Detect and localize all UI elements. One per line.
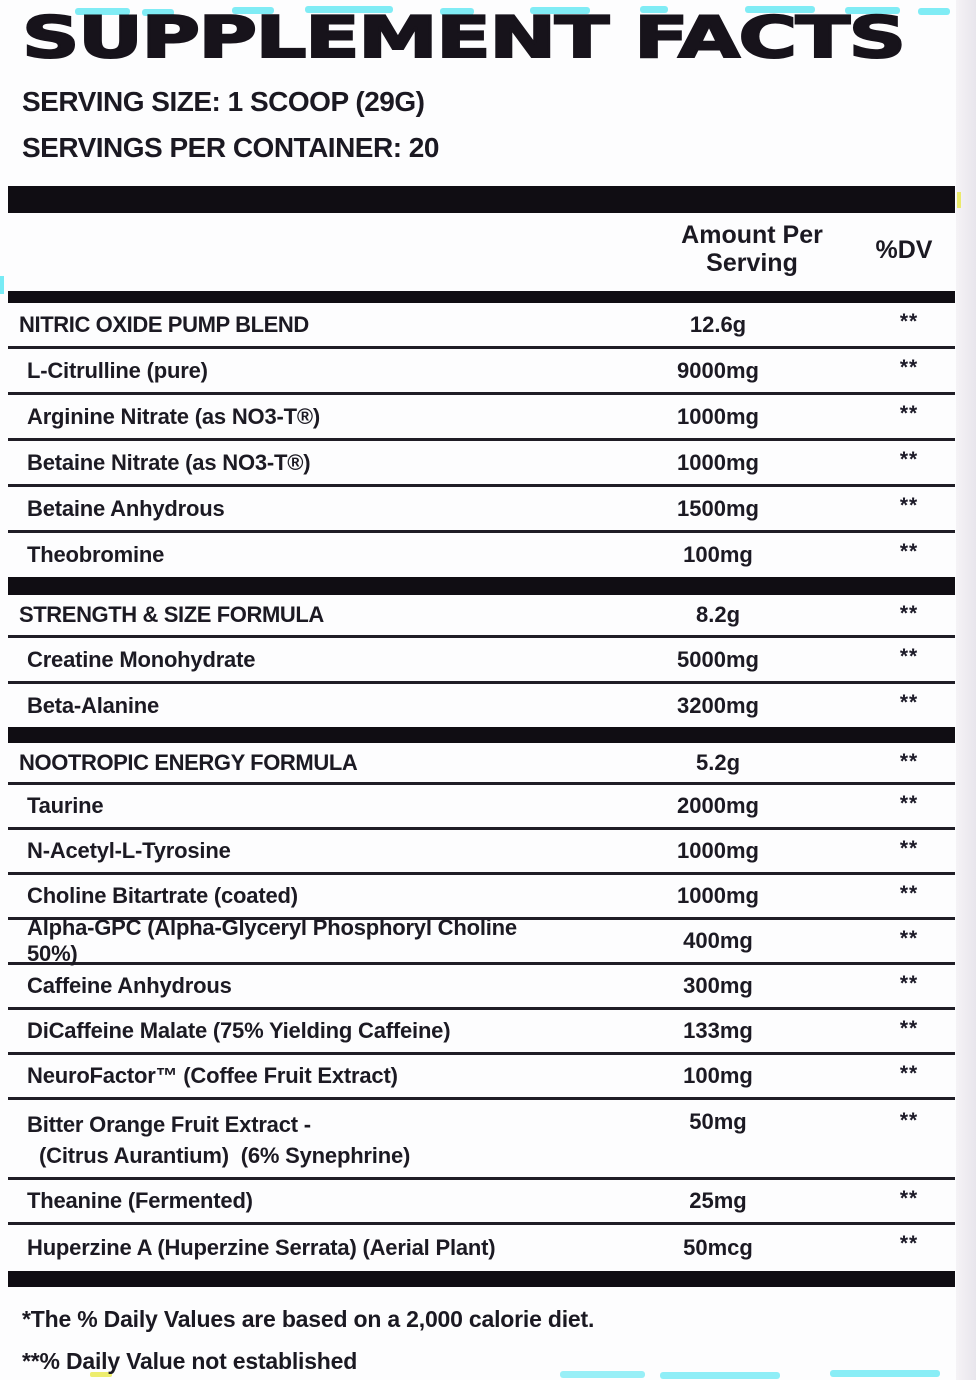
amount-value: 100mg (683, 542, 753, 567)
amount-value: 1000mg (677, 838, 759, 863)
amount-value: 9000mg (677, 357, 759, 383)
servings-per-container-label: SERVINGS PER CONTAINER: 20 (22, 132, 439, 163)
table-row (8, 487, 955, 533)
amount-value: 8.2g (695, 602, 741, 627)
amount-value: 1000mg (677, 449, 759, 475)
table-row (8, 638, 955, 684)
amount-value: 1000mg (677, 403, 759, 429)
amount-value: 25mg (689, 1188, 747, 1213)
ingredient-name: DiCaffeine Malate (75% Yielding Caffeine) (27, 1018, 451, 1043)
page-title: SUPPLEMENT FACTS (22, 5, 905, 71)
table-row (8, 1225, 955, 1271)
dv-stars: ** (899, 645, 919, 668)
dv-stars: ** (899, 1187, 919, 1210)
table-row (8, 1100, 955, 1180)
scan-artifact (0, 276, 4, 294)
amount-value: 300mg (683, 973, 753, 998)
ingredient-name-line1: Bitter Orange Fruit Extract - (27, 1112, 311, 1137)
table-row (8, 965, 955, 1010)
dv-stars: ** (899, 691, 919, 714)
divider-bar (8, 186, 955, 213)
serving-size-label: SERVING SIZE: 1 SCOOP (29G) (22, 86, 425, 117)
scan-artifact (560, 1371, 645, 1378)
dv-stars: ** (899, 837, 919, 860)
ingredient-name: Creatine Monohydrate (27, 646, 256, 672)
table-row-blend-header (8, 743, 955, 785)
ingredient-name: L-Citrulline (pure) (27, 357, 208, 383)
ingredient-name: NOOTROPIC ENERGY FORMULA (19, 749, 358, 775)
ingredient-name: Alpha-GPC (Alpha-Glyceryl Phosphoryl Choline 50%) (27, 915, 517, 966)
dv-stars: ** (899, 356, 919, 379)
ingredient-name: Theanine (Fermented) (27, 1188, 253, 1213)
divider-bar (8, 291, 955, 303)
scan-artifact (957, 192, 961, 208)
ingredient-name: Choline Bitartrate (coated) (27, 883, 298, 908)
amount-value: 1500mg (677, 495, 759, 521)
ingredient-name: Betaine Anhydrous (27, 495, 225, 521)
table-row (8, 684, 955, 727)
scan-artifact (918, 8, 950, 15)
ingredient-name: STRENGTH & SIZE FORMULA (19, 602, 324, 627)
table-row (8, 1010, 955, 1055)
dv-stars: ** (899, 1232, 919, 1255)
amount-value: 100mg (683, 1063, 753, 1088)
table-row (8, 785, 955, 830)
dv-stars: ** (899, 927, 919, 950)
amount-value: 1000mg (677, 883, 759, 908)
table-row (8, 915, 955, 966)
dv-stars: ** (899, 792, 919, 815)
amount-value: 50mcg (683, 1235, 753, 1260)
ingredient-name-line2: (Citrus Aurantium) (6% Synephrine) (39, 1143, 411, 1168)
footnote-daily-values: *The % Daily Values are based on a 2,000 calorie diet. (22, 1306, 595, 1332)
table-row (8, 395, 955, 441)
dv-stars: ** (899, 882, 919, 905)
dv-stars: ** (899, 1017, 919, 1040)
divider-bar (8, 727, 955, 743)
dv-stars: ** (899, 1062, 919, 1085)
dv-stars: ** (899, 448, 919, 471)
ingredient-name: Theobromine (27, 542, 165, 567)
dv-stars: ** (899, 602, 919, 625)
divider-bar (8, 577, 955, 595)
amount-value: 5.2g (695, 749, 741, 775)
dv-stars: ** (899, 310, 919, 333)
table-row (8, 875, 955, 920)
amount-value: 133mg (683, 1018, 753, 1043)
ingredients-table (8, 291, 955, 1287)
amount-value: 3200mg (677, 692, 759, 718)
column-header-amount (607, 221, 897, 277)
ingredient-name: Caffeine Anhydrous (27, 973, 232, 998)
amount-value: 12.6g (689, 311, 747, 337)
column-header-amount-line1: Amount Per (681, 221, 823, 249)
ingredient-name: NITRIC OXIDE PUMP BLEND (19, 311, 309, 337)
table-row (8, 830, 955, 875)
amount-value: 400mg (683, 928, 753, 953)
scan-artifact (660, 1372, 780, 1379)
table-row (8, 1055, 955, 1100)
dv-stars: ** (899, 972, 919, 995)
ingredient-name: Betaine Nitrate (as NO3-T®) (27, 449, 311, 475)
column-header-dv: %DV (875, 236, 933, 264)
table-row (8, 1180, 955, 1225)
amount-value: 50mg (689, 1109, 747, 1134)
ingredient-name: Beta-Alanine (27, 692, 160, 718)
footnote-dv-not-established: **% Daily Value not established (22, 1348, 358, 1374)
ingredient-name: N-Acetyl-L-Tyrosine (27, 838, 231, 863)
dv-stars: ** (899, 750, 919, 773)
dv-stars: ** (899, 402, 919, 425)
dv-stars: ** (899, 540, 919, 563)
ingredient-name (8, 1109, 573, 1171)
scan-artifact (830, 1370, 940, 1377)
amount-value: 5000mg (677, 646, 759, 672)
column-header-amount-line2: Serving (706, 249, 798, 277)
table-row (8, 533, 955, 577)
ingredient-name: Arginine Nitrate (as NO3-T®) (27, 403, 320, 429)
ingredient-name: Taurine (27, 793, 104, 818)
dv-stars: ** (899, 494, 919, 517)
table-row-blend-header (8, 595, 955, 638)
table-row (8, 349, 955, 395)
ingredient-name: Huperzine A (Huperzine Serrata) (Aerial Plant) (27, 1235, 496, 1260)
amount-value: 2000mg (677, 793, 759, 818)
ingredient-name: NeuroFactor™ (Coffee Fruit Extract) (27, 1063, 398, 1088)
table-row (8, 441, 955, 487)
table-row-blend-header (8, 303, 955, 349)
divider-bar (8, 1271, 955, 1287)
dv-stars: ** (899, 1109, 919, 1132)
